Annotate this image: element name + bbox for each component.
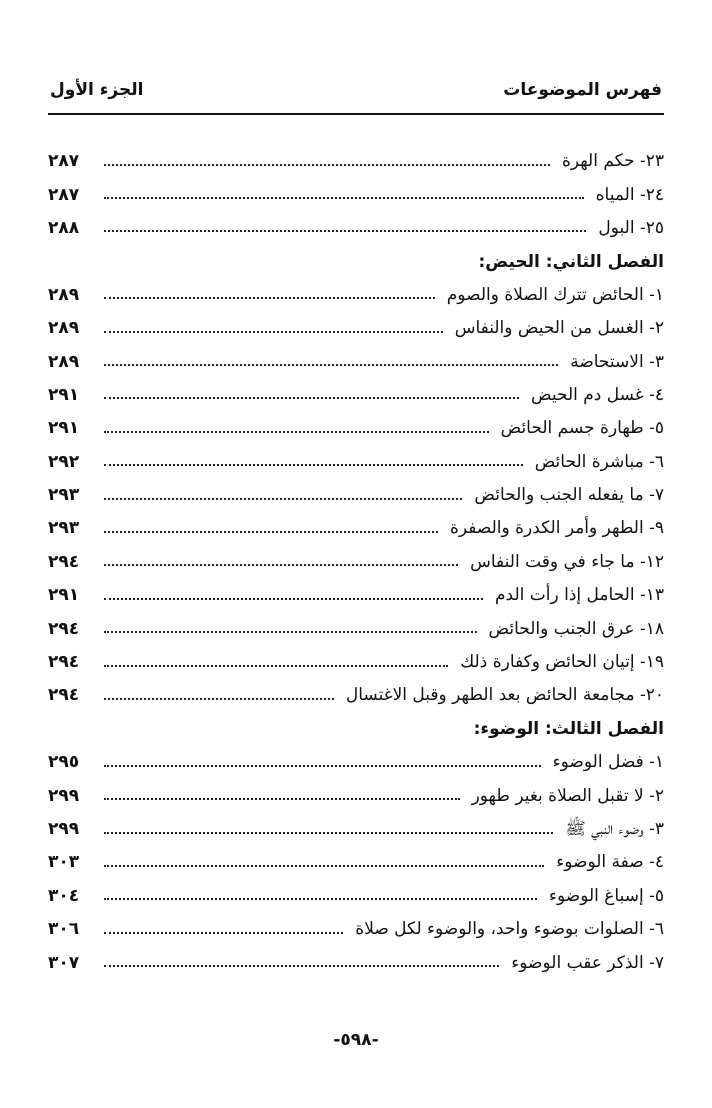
toc-entry-title: ٩- الطهر وأمر الكدرة والصفرة	[449, 518, 664, 539]
section-heading-3: الفصل الثالث: الوضوء:	[473, 719, 664, 740]
toc-entry	[48, 612, 664, 645]
page-number: -٥٩٨-	[333, 1030, 379, 1050]
toc-entry	[48, 546, 664, 579]
dot-leader	[104, 364, 558, 366]
toc-entry-page: ٢٩٤	[48, 652, 80, 673]
toc-entry-page: ٢٨٩	[48, 318, 80, 339]
toc-entry-page: ٢٩٤	[48, 551, 80, 572]
toc-entry-page: ٢٩٥	[48, 752, 80, 773]
dot-leader	[104, 498, 462, 500]
toc-entry	[48, 178, 664, 211]
toc-entry	[48, 579, 664, 612]
dot-leader	[104, 598, 483, 600]
dot-leader	[104, 698, 334, 700]
dot-leader	[104, 331, 443, 333]
toc-entry	[48, 312, 664, 345]
toc-entry-title: ٧- الذكر عقب الوضوء	[511, 952, 664, 973]
dot-leader	[104, 230, 586, 232]
toc-entry-title: ٥- إسباغ الوضوء	[548, 885, 664, 906]
toc-entry-title: ٢- لا تقبل الصلاة بغير طهور	[471, 785, 664, 806]
toc-entry	[48, 512, 664, 545]
toc-entry-title: ٥- طهارة جسم الحائض	[500, 418, 664, 439]
toc-entry	[48, 379, 664, 412]
toc-entry-title: ٢٣- حكم الهرة	[561, 151, 664, 172]
toc-entry-title: ٤- صفة الوضوء	[556, 852, 664, 873]
dot-leader	[104, 898, 537, 900]
toc-entry	[48, 279, 664, 312]
toc-entry	[48, 813, 664, 846]
toc-entry-page: ٢٩١	[48, 384, 80, 405]
toc-entry-page: ٣٠٣	[48, 852, 80, 873]
toc-entry	[48, 345, 664, 378]
toc-entry-title: ٣- وضوء النبي ﷺ	[565, 819, 664, 839]
toc-entry	[48, 779, 664, 812]
dot-leader	[104, 431, 489, 433]
toc-entry-title: ١- الحائض تترك الصلاة والصوم	[446, 284, 664, 305]
toc-entry-page: ٢٩١	[48, 585, 80, 606]
dot-leader	[104, 932, 343, 934]
toc-entry	[48, 446, 664, 479]
toc-entry-title: ١٩- إتيان الحائض وكفارة ذلك	[460, 652, 664, 673]
toc-entry-title: ٢٥- البول	[598, 217, 664, 238]
toc-entry	[48, 880, 664, 913]
dot-leader	[104, 531, 438, 533]
toc-entry-page: ٢٩٢	[48, 451, 80, 472]
toc-entry	[48, 846, 664, 879]
dot-leader	[104, 464, 523, 466]
toc-entry-page: ٣٠٦	[48, 919, 80, 940]
toc-entry	[48, 145, 664, 178]
header-part: الجزء الأول	[50, 80, 144, 100]
toc-entry	[48, 479, 664, 512]
toc-entry	[48, 746, 664, 779]
dot-leader	[104, 397, 519, 399]
toc-entry-page: ٢٩١	[48, 418, 80, 439]
toc-entry	[48, 679, 664, 712]
toc-entry-title: ٢٠- مجامعة الحائض بعد الطهر وقبل الاغتسال	[345, 685, 664, 706]
toc-entry-page: ٣٠٧	[48, 952, 80, 973]
toc-entry	[48, 212, 664, 245]
page-header	[50, 72, 662, 108]
toc-entry-page: ٣٠٤	[48, 885, 80, 906]
dot-leader	[104, 665, 448, 667]
toc-entry-page: ٢٩٣	[48, 518, 80, 539]
toc-entry-title: ٦- مباشرة الحائض	[534, 451, 664, 472]
dot-leader	[104, 297, 435, 299]
toc-entry-title: ١- فضل الوضوء	[552, 752, 664, 773]
toc-entry-page: ٢٩٤	[48, 618, 80, 639]
toc-entry	[48, 946, 664, 979]
toc-entry-title: ١٨- عرق الجنب والحائض	[488, 618, 664, 639]
toc-entry-page: ٢٨٨	[48, 217, 80, 238]
header-title: فهرس الموضوعات	[503, 80, 662, 100]
toc-entry-page: ٢٨٧	[48, 151, 80, 172]
toc-entry	[48, 646, 664, 679]
toc-entry-page: ٢٩٤	[48, 685, 80, 706]
dot-leader	[104, 965, 499, 967]
dot-leader	[104, 765, 541, 767]
toc-entry-title: ٧- ما يفعله الجنب والحائض	[474, 485, 664, 506]
toc-entry	[48, 913, 664, 946]
dot-leader	[104, 197, 584, 199]
toc-entry-title: ٢- الغسل من الحيض والنفاس	[454, 318, 664, 339]
toc-entry-page: ٢٩٩	[48, 785, 80, 806]
toc-group-section2	[48, 279, 664, 713]
toc-group-top	[48, 145, 664, 245]
toc-entry-page: ٢٨٧	[48, 184, 80, 205]
dot-leader	[104, 865, 544, 867]
toc-group-section3	[48, 746, 664, 980]
toc-entry-title: ٤- غسل دم الحيض	[531, 384, 664, 405]
dot-leader	[104, 564, 458, 566]
dot-leader	[104, 832, 553, 834]
header-rule	[48, 113, 664, 115]
toc-entry-page: ٢٨٩	[48, 284, 80, 305]
toc-entry-title: ١٣- الحامل إذا رأت الدم	[495, 585, 664, 606]
dot-leader	[104, 164, 550, 166]
toc-entry-page: ٢٩٩	[48, 819, 80, 839]
section-heading-2: الفصل الثاني: الحيض:	[478, 251, 664, 272]
toc-entry-title: ١٢- ما جاء في وقت النفاس	[470, 551, 664, 572]
toc-entry-title: ٦- الصلوات بوضوء واحد، والوضوء لكل صلاة	[355, 919, 664, 940]
table-of-contents	[48, 145, 664, 980]
toc-entry	[48, 412, 664, 445]
dot-leader	[104, 798, 460, 800]
dot-leader	[104, 631, 477, 633]
toc-entry-page: ٢٨٩	[48, 351, 80, 372]
toc-entry-page: ٢٩٣	[48, 485, 80, 506]
toc-entry-title: ٢٤- المياه	[595, 184, 664, 205]
toc-entry-title: ٣- الاستحاضة	[570, 351, 664, 372]
